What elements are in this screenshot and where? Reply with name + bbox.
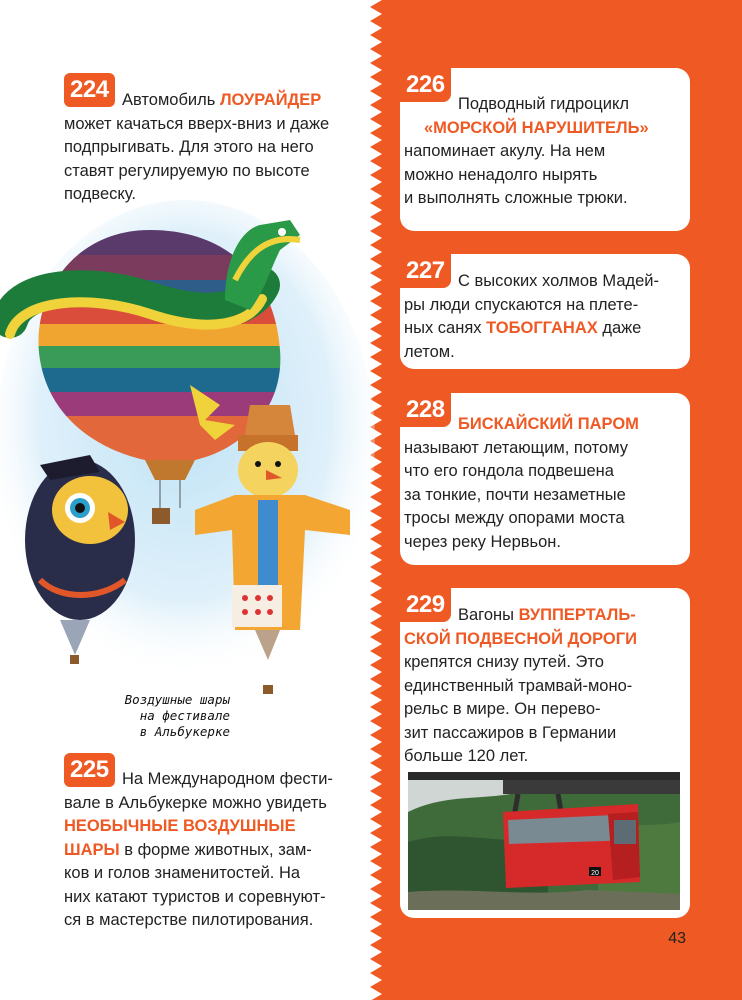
fact-229-number: 229: [400, 588, 451, 622]
fact-226-card: [400, 68, 690, 231]
fact-229-card: [400, 588, 690, 918]
fact-226-text: Подводный гидроцикл «МОРСКОЙ НАРУШИТЕЛЬ» напоминает акулу. На нем можно ненадолго нырять и выполнять сложные трюки.: [404, 95, 649, 207]
wuppertal-monorail-photo: [408, 772, 680, 910]
fact-226-number: 226: [400, 68, 451, 102]
balloons-caption: Воздушные шары на фестивале в Альбукерке: [124, 692, 230, 739]
tram-number-label: 20: [591, 870, 599, 877]
fact-227-text: С высоких холмов Мадей- ры люди спускаются на плете- ных санях ТОБОГГАНАХ даже летом.: [404, 272, 660, 361]
fact-225-number: 225: [64, 753, 115, 787]
fact-224-number: 224: [64, 73, 115, 107]
fact-228-number: 228: [400, 393, 451, 427]
hot-air-balloons-illustration: [0, 190, 380, 710]
fact-225-text: На Международном фести- вале в Альбукерке можно увидеть НЕОБЫЧНЫЕ ВОЗДУШНЫЕ ШАРЫ в форме животных, зам- ков и голов знаменитостей. На них катают туристов и соревнуют- ся в мастерстве пилотирования.: [64, 770, 333, 929]
fact-224-text: Автомобиль ЛОУРАЙДЕР может качаться вверх-вниз и даже подпрыгивать. Для этого на него ставят регулируемую по высоте подвеску.: [64, 91, 330, 203]
fact-227-card: [400, 254, 690, 369]
page-number: 43: [668, 930, 686, 947]
fact-228-text: БИСКАЙСКИЙ ПАРОМ называют летающим, потому что его гондола подвешена за тонкие, почти незаметные тросы между опорами моста через реку Нервьон.: [404, 415, 639, 551]
fact-227-number: 227: [400, 254, 451, 288]
fact-228-card: [400, 393, 690, 565]
fact-229-text: Вагоны ВУППЕРТАЛЬ- СКОЙ ПОДВЕСНОЙ ДОРОГИ крепятся снизу путей. Это единственный трамвай-моно- рельс в мире. Он перево- зит пассажиров в Германии больше 120 лет.: [404, 606, 637, 765]
